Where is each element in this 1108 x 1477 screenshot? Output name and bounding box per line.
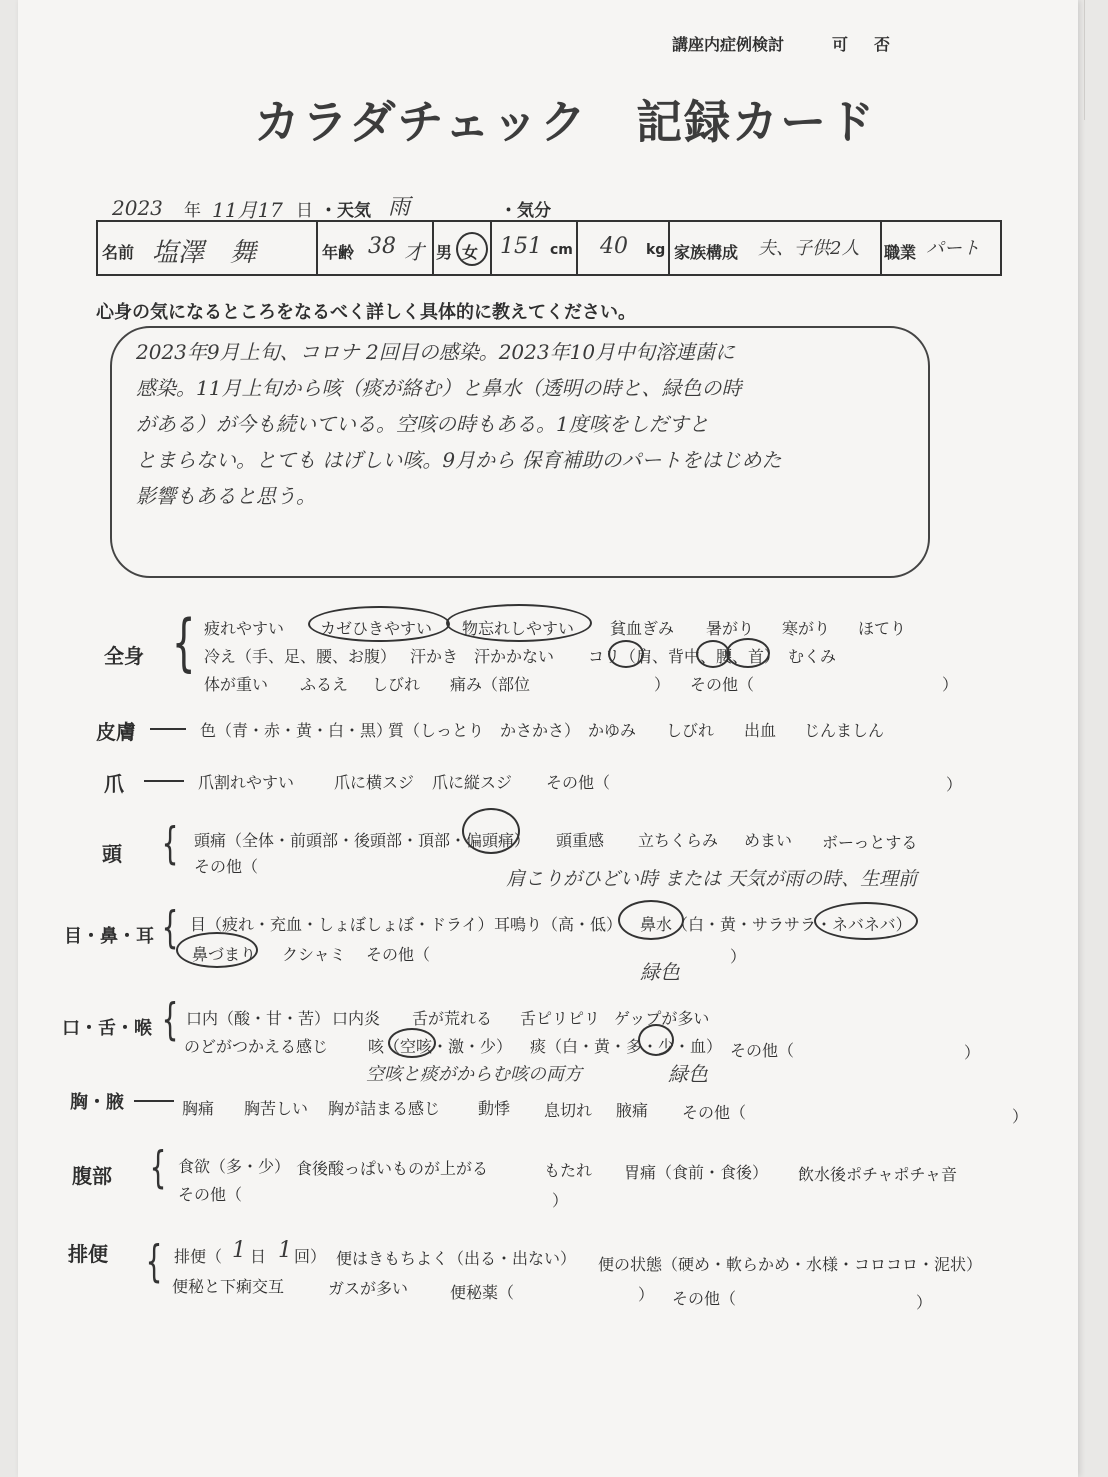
dash-line: [150, 728, 186, 730]
sex-female: 女: [462, 243, 479, 262]
age-value: 38: [368, 234, 396, 259]
item: その他（: [672, 1289, 737, 1308]
item: 便秘と下痢交互: [172, 1277, 285, 1296]
item: ）: [638, 1285, 655, 1304]
item: 痰（白・黄・多・少・血）: [530, 1037, 723, 1056]
section-label-mune: 胸・腋: [70, 1092, 124, 1113]
item: 咳（空咳・激・少）: [368, 1037, 513, 1056]
job-value: パート: [926, 238, 980, 259]
item: もたれ: [544, 1161, 593, 1180]
item: 汗かき: [410, 647, 459, 666]
item: 回）: [294, 1247, 327, 1266]
brace-icon: {: [149, 1142, 167, 1193]
brace-icon: {: [171, 606, 196, 679]
item: 痛み（部位: [450, 675, 531, 694]
notes-line: 影響もあると思う。: [136, 484, 316, 508]
item: 疲れやすい: [204, 619, 285, 638]
name-value: 塩澤 舞: [152, 238, 257, 268]
notes-line: がある）が今も続いている。空咳の時もある。1度咳をしだすと: [136, 412, 709, 436]
weather-value: 雨: [388, 195, 411, 220]
selection-circle: [446, 604, 592, 642]
item: ほてり: [858, 619, 907, 638]
age-unit: 才: [404, 240, 424, 264]
item: 便はきもちよく（出る・出ない）: [336, 1249, 577, 1268]
item: 頭痛（全体・前頭部・後頭部・頂部・偏頭痛）: [194, 831, 531, 850]
family-label: 家族構成: [674, 243, 739, 262]
item: ガスが多い: [328, 1279, 409, 1298]
notes-prompt: 心身の気になるところをなるべく詳しく具体的に教えてください。: [96, 302, 636, 323]
item: めまい: [744, 831, 793, 850]
item: ）: [730, 947, 747, 966]
item: 腋痛: [616, 1101, 649, 1120]
height-unit: cm: [550, 242, 573, 258]
reject-label: 否: [874, 35, 891, 54]
weight-value: 40: [600, 234, 628, 259]
item: 出血: [744, 721, 777, 740]
selection-circle: [608, 640, 644, 668]
item: 便秘薬（: [450, 1283, 515, 1302]
item: 質（しっとり かさかさ）: [388, 721, 581, 740]
notes-line: 2023年9月上旬、コロナ 2回目の感染。2023年10月中旬溶連菌に: [136, 340, 736, 364]
item: 冷え（手、足、腰、お腹）: [204, 647, 397, 666]
item: 胃痛（食前・食後）: [624, 1163, 769, 1182]
section-label-haiben: 排便: [68, 1242, 108, 1266]
item: 便の状態（硬め・軟らかめ・水様・コロコロ・泥状）: [598, 1255, 983, 1274]
selection-circle: [696, 640, 730, 668]
bowel-times-value: 1: [278, 1238, 292, 1263]
selection-circle: [176, 932, 258, 968]
brace-icon: {: [145, 1236, 163, 1287]
brace-icon: {: [161, 902, 179, 953]
age-label: 年齢: [322, 243, 355, 262]
item: 飲水後ポチャポチャ音: [798, 1165, 958, 1184]
section-label-kuchi: 口・舌・喉: [62, 1018, 152, 1039]
item: 目（疲れ・充血・しょぼしょぼ・ドライ）: [190, 915, 494, 934]
case-review-label: 講座内症例検討: [672, 35, 785, 54]
sex-female-circle: [456, 232, 488, 266]
item: その他（: [546, 773, 611, 792]
item: 爪割れやすい: [198, 773, 295, 792]
name-label: 名前: [102, 243, 135, 262]
item: 舌ピリピリ: [520, 1009, 601, 1028]
selection-circle: [308, 606, 450, 642]
job-label: 職業: [884, 243, 917, 262]
head-note: 肩こりがひどい時 または 天気が雨の時、生理前: [506, 868, 918, 890]
day-label: 日: [296, 201, 313, 221]
sex-male: 男: [436, 243, 453, 262]
item: 寒がり: [782, 619, 831, 638]
item: 爪に縦スジ: [432, 773, 513, 792]
item: 暑がり: [706, 619, 755, 638]
item: 口内炎: [332, 1009, 381, 1028]
year-label: 年: [184, 201, 201, 221]
item: しびれ: [372, 675, 421, 694]
item: ふるえ: [300, 675, 349, 694]
item: ）: [942, 675, 959, 694]
item: ）: [916, 1293, 933, 1312]
nasal-note: 緑色: [640, 960, 680, 984]
item: 貧血ぎみ: [610, 619, 675, 638]
table-divider: [490, 220, 492, 276]
item: 息切れ: [544, 1101, 593, 1120]
section-label-fukubu: 腹部: [72, 1164, 112, 1188]
section-label-hifu: 皮膚: [96, 720, 136, 744]
item: 胸が詰まる感じ: [328, 1099, 441, 1118]
cough-note: 空咳と痰がからむ咳の両方: [366, 1064, 582, 1085]
dash-line: [134, 1100, 174, 1102]
approve-label: 可: [832, 35, 849, 54]
item: 食欲（多・少）: [178, 1157, 291, 1176]
notes-line: とまらない。とても はげしい咳。9月から 保育補助のパートをはじめた: [136, 448, 782, 472]
item: 胸苦しい: [244, 1099, 309, 1118]
table-divider: [880, 220, 882, 276]
brace-icon: {: [161, 994, 179, 1045]
section-label-tsume: 爪: [104, 772, 124, 796]
item: 口内（酸・甘・苦）: [186, 1009, 331, 1028]
dash-line: [144, 780, 184, 782]
item: 物忘れしやすい: [462, 619, 575, 638]
item: 色（青・赤・黄・白・黒）: [200, 721, 393, 740]
section-label-zenshin: 全身: [104, 644, 144, 668]
item: 動悸: [478, 1099, 511, 1118]
item: 頭重感: [556, 831, 605, 850]
bowel-days-value: 1: [232, 1238, 246, 1263]
item: ボーっとする: [822, 833, 918, 852]
item: その他（: [194, 857, 259, 876]
table-divider: [576, 220, 578, 276]
page-title: カラダチェック 記録カード: [254, 95, 877, 149]
item: コリ（肩、背中、腰、首）: [588, 647, 781, 666]
item: 胸痛: [182, 1099, 215, 1118]
mood-label: ・気分: [500, 201, 551, 221]
weather-label: ・天気: [320, 201, 371, 221]
height-value: 151: [500, 234, 542, 259]
item: 鼻づまり: [192, 945, 257, 964]
item: クシャミ: [282, 945, 346, 964]
item: その他（: [178, 1185, 243, 1204]
item: しびれ: [666, 721, 715, 740]
item: ）: [964, 1043, 981, 1062]
month-day-value: 11月17: [212, 198, 283, 222]
year-value: 2023: [112, 196, 163, 220]
item: ゲップが多い: [614, 1009, 710, 1028]
item: 鼻水（白・黄・サラサラ・ネバネバ）: [640, 915, 912, 934]
item: 耳鳴り（高・低）: [494, 915, 623, 934]
item: ）: [1012, 1107, 1029, 1126]
item: 立ちくらみ: [638, 831, 719, 850]
item: じんましん: [804, 721, 885, 740]
phlegm-note: 緑色: [668, 1062, 708, 1086]
item: その他（: [730, 1041, 795, 1060]
item: のどがつかえる感じ: [184, 1037, 329, 1056]
notes-line: 感染。11月上旬から咳（痰が絡む）と鼻水（透明の時と、緑色の時: [136, 376, 742, 400]
item: 舌が荒れる: [412, 1009, 493, 1028]
item: むくみ: [788, 647, 837, 666]
table-divider: [668, 220, 670, 276]
selection-circle: [814, 902, 918, 940]
item: ）: [654, 675, 671, 694]
item: 汗かかない: [474, 647, 555, 666]
item: 日: [250, 1247, 267, 1266]
table-divider: [316, 220, 318, 276]
selection-circle: [638, 1024, 674, 1056]
section-label-atama: 頭: [102, 842, 122, 866]
selection-circle: [726, 638, 770, 668]
brace-icon: {: [161, 818, 179, 869]
item: 排便（: [174, 1247, 223, 1266]
selection-circle: [462, 808, 520, 854]
item: その他（: [690, 675, 755, 694]
item: 体が重い: [204, 675, 269, 694]
family-value: 夫、子供2人: [758, 238, 860, 259]
selection-circle: [388, 1028, 436, 1058]
item: その他（: [366, 945, 431, 964]
item: かゆみ: [588, 721, 637, 740]
paper-edge: [1084, 0, 1085, 120]
weight-unit: kg: [646, 242, 666, 258]
item: 食後酸っぱいものが上がる: [296, 1159, 489, 1178]
item: 爪に横スジ: [334, 773, 415, 792]
table-divider: [432, 220, 434, 276]
item: ）: [552, 1191, 569, 1210]
section-label-mehanamimi: 目・鼻・耳: [64, 926, 154, 947]
item: カゼひきやすい: [320, 619, 433, 638]
item: その他（: [682, 1103, 747, 1122]
item: ）: [946, 775, 963, 794]
selection-circle: [618, 900, 684, 940]
